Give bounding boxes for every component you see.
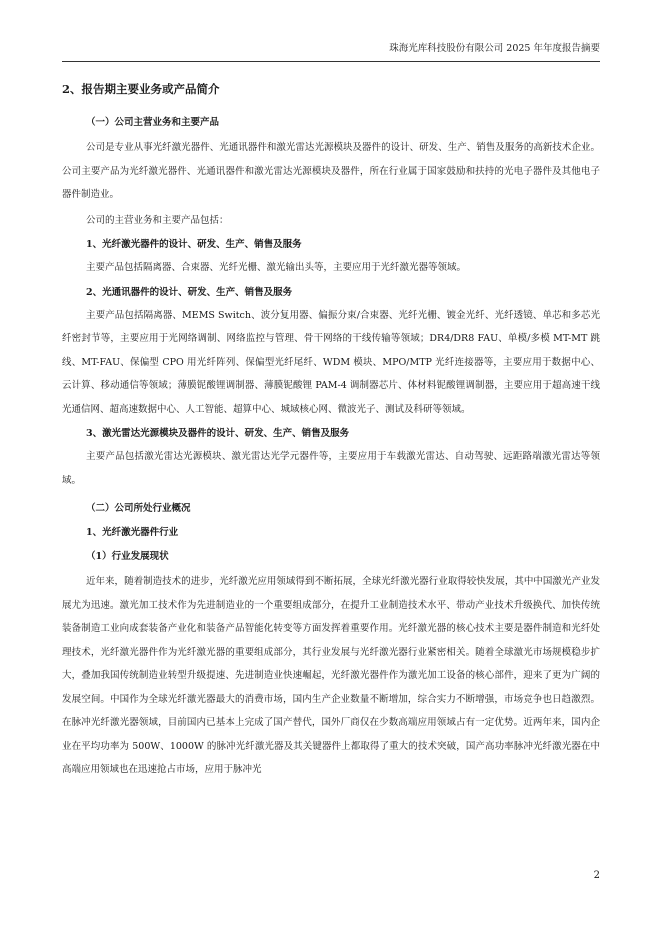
subsection-title-main-business: （一）公司主营业务和主要产品 (86, 117, 220, 128)
item-text-lidar: 主要产品包括激光雷达光源模块、激光雷达光学元器件等，主要应用于车载激光雷达、自动驾驶、远距路端激光雷达等领域。 (62, 451, 600, 486)
page-content (62, 78, 600, 782)
paragraph-company-intro: 公司是专业从事光纤激光器件、光通讯器件和激光雷达光源模块及器件的设计、研发、生产、销售及服务的高新技术企业。公司主要产品为光纤激光器件、光通讯器件和激光雷达光源模块及器件，所在行业属于国家鼓励和扶持的光电子器件及其他电子器件制造业。 (62, 142, 600, 200)
item-text-fiber-laser: 主要产品包括隔离器、合束器、光纤光栅、激光输出头等，主要应用于光纤激光器等领域。 (86, 262, 467, 273)
paragraph-industry-status: 近年来，随着制造技术的进步，光纤激光应用领域得到不断拓展，全球光纤激光器行业取得较快发展，其中中国激光产业发展尤为迅速。激光加工技术作为先进制造业的一个重要组成部分，在提升工业制造技术水平、带动产业技术升级换代、加快传统装备制造工业向成套装备产业化和装备产品智能化转变等方面发挥着重要作用。光纤激光器的核心技术主要是器件制造和光纤处理技术，光纤激光器件作为光纤激光器的重要组成部分，其行业发展与光纤激光器行业紧密相关。随着全球激光市场规模稳步扩大，叠加我国传统制造业转型升级提速、先进制造业快速崛起，光纤激光器件作为激光加工设备的核心部件，迎来了更为广阔的发展空间。中国作为全球光纤激光器最大的消费市场，国内生产企业数量不断增加，综合实力不断增强，市场竞争也日趋激烈。在脉冲光纤激光器领域，目前国内已基本上完成了国产替代，国外厂商仅在少数高端应用领域占有一定优势。近两年来，国内企业在平均功率为 500W、1000W 的脉冲光纤激光器及其关键器件上都取得了重大的技术突破，国产高功率脉冲光纤激光器在中高端应用领域也在迅速抢占市场，应用于脉冲光 (62, 576, 600, 775)
page-number: 2 (593, 870, 600, 881)
item-title-fiber-laser-industry: 1、光纤激光器件行业 (86, 527, 179, 538)
point-title-industry-status: （1）行业发展现状 (86, 551, 169, 562)
item-title-lidar: 3、激光雷达光源模块及器件的设计、研发、生产、销售及服务 (86, 428, 350, 439)
subsection-title-industry: （二）公司所处行业概况 (86, 503, 191, 514)
item-title-fiber-laser: 1、光纤激光器件的设计、研发、生产、销售及服务 (86, 239, 302, 250)
section-title: 2、报告期主要业务或产品简介 (62, 82, 220, 96)
page-header: 珠海光库科技股份有限公司 2025 年年度报告摘要 (62, 41, 600, 62)
item-title-optical-comm: 2、光通讯器件的设计、研发、生产、销售及服务 (86, 286, 293, 298)
paragraph-products-intro: 公司的主营业务和主要产品包括： (86, 214, 229, 226)
item-text-optical-comm: 主要产品包括隔离器、MEMS Switch、波分复用器、偏振分束/合束器、光纤光栅、镀金光纤、光纤透镜、单芯和多芯光纤密封节等，主要应用于光网络调制、网络监控与管理、骨干网络的干线传输等领域；DR4/DR8 FAU、单模/多模 MT-MT 跳线、MT-FAU、保偏型 CPO 用光纤阵列、保偏型光纤尾纤、WDM 模块、MPO/MTP 光纤连接器等，主要应用于数据中心、云计算、移动通信等领域；薄膜铌酸锂调制器、薄膜铌酸锂 PAM-4 调制器芯片、体材料铌酸锂调制器，主要应用于超高速干线光通信网、超高速数据中心、人工智能、超算中心、城域核心网、微波光子、测试及科研等领域。 (62, 309, 600, 415)
